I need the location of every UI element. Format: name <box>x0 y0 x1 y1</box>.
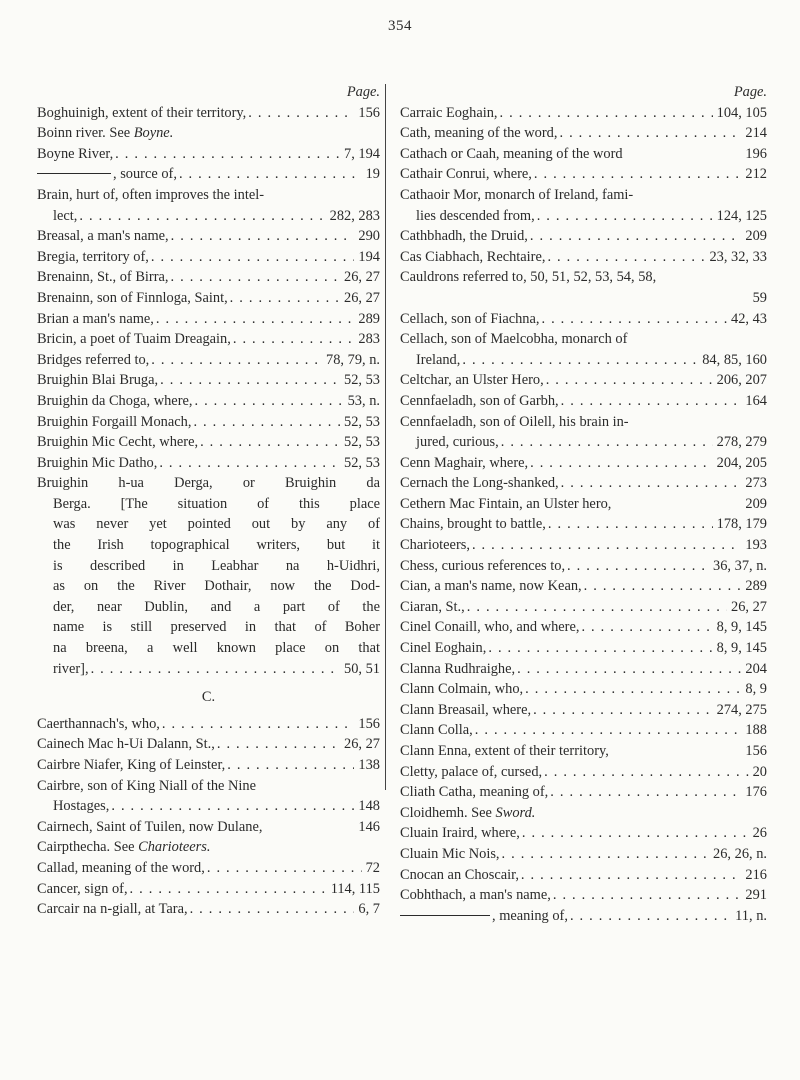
index-entry: Clanna Rudhraighe, . . . 204 <box>400 659 767 680</box>
entry-text-line: name is still preserved in that of Boher <box>53 619 380 636</box>
index-entry: Celtchar, an Ulster Hero, . . . 206, 207 <box>400 370 767 391</box>
index-subentry: , meaning of, . . . 11, n. <box>400 906 767 927</box>
index-entry: Cluain Iraird, where, . . . 26 <box>400 823 767 844</box>
index-entry: Bruighin Blai Bruga, . . . 52, 53 <box>37 370 380 391</box>
index-entry: Clann Breasail, where, . . . 274, 275 <box>400 700 767 721</box>
index-entry-continuation: lies descended from, . . . 124, 125 <box>400 206 767 227</box>
index-entry: Charioteers, . . . 193 <box>400 535 767 556</box>
index-entry-continuation: jured, curious, . . . 278, 279 <box>400 432 767 453</box>
index-entry-continuation: Ireland, . . . 84, 85, 160 <box>400 350 767 371</box>
index-entry: Cian, a man's name, now Kean, . . . 289 <box>400 576 767 597</box>
index-entry: Bruighin Forgaill Monach, . . . 52, 53 <box>37 412 380 433</box>
index-entry: Bricin, a poet of Tuaim Dreagain, . . . 283 <box>37 329 380 350</box>
index-entry: Cathaoir Mor, monarch of Ireland, fami- <box>400 186 634 203</box>
page-number: 354 <box>388 18 412 34</box>
index-entry: Cennfaeladh, son of Oilell, his brain in- <box>400 413 629 430</box>
index-entry: Bruighin da Choga, where, . . . 53, n. <box>37 391 380 412</box>
index-entry: Carcair na n-giall, at Tara, . . . 6, 7 <box>37 899 380 920</box>
index-entry: Cancer, sign of, . . . 114, 115 <box>37 879 380 900</box>
page-column-label: Page. <box>346 84 380 100</box>
index-entry: Ciaran, St., . . . 26, 27 <box>400 597 767 618</box>
index-entry: Cinel Eoghain, . . . 8, 9, 145 <box>400 638 767 659</box>
index-entry: Caerthannach's, who, . . . 156 <box>37 714 380 735</box>
index-entry-continuation: 59 <box>752 289 767 306</box>
index-entry: Cellach, son of Fiachna, . . . 42, 43 <box>400 309 767 330</box>
cross-reference: Sword. <box>495 804 536 821</box>
index-entry: Cenn Maghair, where, . . . 204, 205 <box>400 453 767 474</box>
index-entry-continuation: lect, . . . 282, 283 <box>37 206 380 227</box>
index-entry: Callad, meaning of the word, . . . 72 <box>37 858 380 879</box>
index-entry: Cellach, son of Maelcobha, monarch of <box>400 331 628 348</box>
index-entry: Cluain Mic Nois, . . . 26, 26, n. <box>400 844 767 865</box>
index-entry: Cernach the Long-shanked, . . . 273 <box>400 473 767 494</box>
index-entry: Brain, hurt of, often improves the intel- <box>37 186 264 203</box>
index-entry-long <box>37 473 380 679</box>
index-entry: Boyne River, . . . 7, 194 <box>37 144 380 165</box>
index-entry: Cinel Conaill, who, and where, . . . 8, 9, 145 <box>400 617 767 638</box>
column-divider <box>385 84 386 790</box>
entry-text-line: was never yet pointed out by any of <box>53 516 380 533</box>
cross-reference: Charioteers. <box>138 839 211 856</box>
index-entry: Boghuinigh, extent of their territory, . . . 156 <box>37 103 380 124</box>
index-entry: Cairbre Niafer, King of Leinster, . . . 138 <box>37 755 380 776</box>
index-subentry: , source of, . . . 19 <box>37 164 380 185</box>
index-column-left <box>37 82 380 920</box>
entry-text-line: the Irish topographical writers, but it <box>53 537 380 554</box>
index-entry: Clann Colla, . . . 188 <box>400 720 767 741</box>
index-entry: Cnocan an Choscair, . . . 216 <box>400 865 767 886</box>
index-entry: Carraic Eoghain, . . . 104, 105 <box>400 103 767 124</box>
index-entry: Bruighin Mic Datho, . . . 52, 53 <box>37 453 380 474</box>
index-entry: Brenainn, son of Finnloga, Saint, . . . 26, 27 <box>37 288 380 309</box>
index-entry: Cobhthach, a man's name, . . . 291 <box>400 885 767 906</box>
index-entry: Brian a man's name, . . . 289 <box>37 309 380 330</box>
index-entry: Bruighin Mic Cecht, where, . . . 52, 53 <box>37 432 380 453</box>
index-entry: Cennfaeladh, son of Garbh, . . . 164 <box>400 391 767 412</box>
index-entry: Breasal, a man's name, . . . 290 <box>37 226 380 247</box>
index-entry: Brenainn, St., of Birra, . . . 26, 27 <box>37 267 380 288</box>
ditto-dash <box>37 173 111 174</box>
index-entry: Chess, curious references to, . . . 36, 37, n. <box>400 556 767 577</box>
ditto-dash <box>400 915 490 916</box>
index-entry-continuation: Hostages, . . . 148 <box>37 796 380 817</box>
section-letter-heading: C. <box>201 689 216 706</box>
index-entry: Cathach or Caah, meaning of the word 196 <box>400 145 767 162</box>
entry-text-line: der, near Dublin, and a part of the <box>53 598 380 615</box>
index-entry: Bregia, territory of, . . . 194 <box>37 247 380 268</box>
index-entry: Cainech Mac h-Ui Dalann, St., . . . 26, 27 <box>37 734 380 755</box>
cross-reference: Boyne. <box>133 125 174 142</box>
page-column-label: Page. <box>733 84 767 100</box>
entry-text-line: river], . . . 50, 51 <box>37 659 380 680</box>
index-entry: Clann Colmain, who, . . . 8, 9 <box>400 679 767 700</box>
entry-text-line: Berga. [The situation of this place <box>53 495 380 512</box>
index-entry: Cletty, palace of, cursed, . . . 20 <box>400 762 767 783</box>
index-entry: Cas Ciabhach, Rechtaire, . . . 23, 32, 33 <box>400 247 767 268</box>
entry-text-line: is described in Leabhar na h-Uidhri, <box>53 557 380 574</box>
index-entry: Cairpthecha. See Charioteers. <box>37 839 211 856</box>
index-entry: Cairnech, Saint of Tuilen, now Dulane, 146 <box>37 818 380 835</box>
index-column-right <box>400 82 767 926</box>
index-entry: Cathbhadh, the Druid, . . . 209 <box>400 226 767 247</box>
index-entry: Cauldrons referred to, 50, 51, 52, 53, 54, 58, <box>400 269 657 286</box>
index-entry: Cairbre, son of King Niall of the Nine <box>37 777 257 794</box>
index-entry: Cathair Conrui, where, . . . 212 <box>400 164 767 185</box>
entry-text-line: Bruighin h-ua Derga, or Bruighin da <box>37 475 380 492</box>
index-entry: Boinn river. See Boyne. <box>37 125 174 142</box>
index-entry: Clann Enna, extent of their territory, 156 <box>400 743 767 759</box>
index-entry: Chains, brought to battle, . . . 178, 179 <box>400 514 767 535</box>
entry-text-line: na breena, a well known place on that <box>53 640 380 657</box>
index-entry: Cethern Mac Fintain, an Ulster hero, 209 <box>400 495 767 512</box>
entry-text-line: as on the River Dothair, now the Dod- <box>53 578 380 595</box>
index-entry: Cath, meaning of the word, . . . 214 <box>400 123 767 144</box>
index-entry: Bridges referred to, . . . 78, 79, n. <box>37 350 380 371</box>
index-entry: Cliath Catha, meaning of, . . . 176 <box>400 782 767 803</box>
index-entry: Cloidhemh. See Sword. <box>400 804 536 821</box>
